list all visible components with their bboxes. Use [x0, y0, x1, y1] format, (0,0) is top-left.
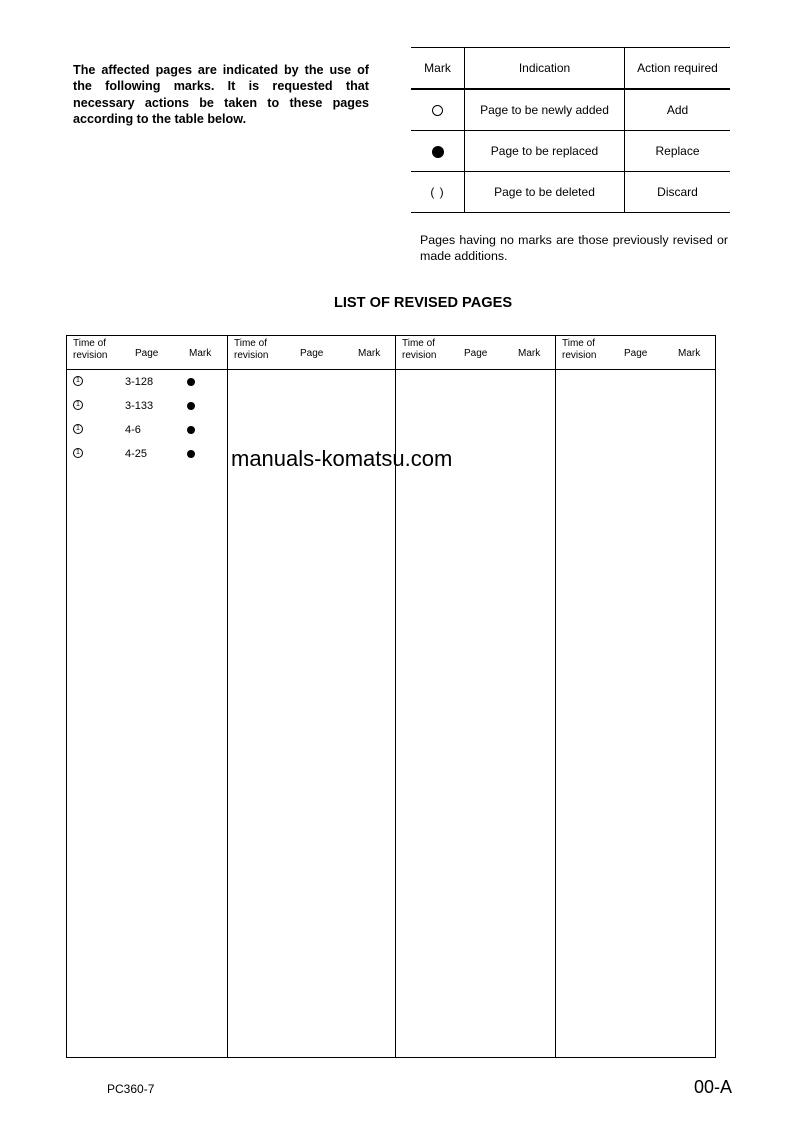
header-page: Page	[624, 348, 648, 359]
page-number: 4-25	[125, 448, 148, 460]
mark-cell	[411, 172, 465, 213]
indication-cell: Page to be replaced	[465, 131, 625, 172]
header-time-line2: revision	[562, 350, 597, 361]
mark-cell	[411, 131, 465, 172]
header-action: Action required	[625, 48, 731, 90]
header-mark: Mark	[518, 348, 541, 359]
note-paragraph: Pages having no marks are those previously revised or made additions.	[420, 233, 728, 263]
revised-column-3	[395, 336, 556, 1057]
footer-page-number: 00-A	[693, 1077, 732, 1097]
revision-number-circled: 1	[73, 400, 83, 410]
header-mark: Mark	[424, 61, 451, 75]
filled-circle-icon	[187, 450, 195, 458]
revised-column-2	[227, 336, 396, 1057]
filled-circle-icon	[432, 146, 444, 158]
intro-paragraph: The affected pages are indicated by the use of the following marks. It is requested that necessary actions be taken to these pages according to the table below.	[73, 63, 369, 126]
action-cell: Discard	[625, 172, 731, 213]
revised-pages-table	[66, 335, 716, 1058]
list-title: LIST OF REVISED PAGES	[333, 295, 513, 311]
mark-row-discard	[411, 172, 730, 213]
parentheses-mark: ( )	[430, 185, 445, 199]
action-cell: Add	[625, 89, 731, 131]
page-number: 4-6	[125, 424, 141, 436]
header-time-line1: Time of	[402, 338, 435, 349]
header-time-line2: revision	[234, 350, 269, 361]
watermark-text: manuals-komatsu.com	[231, 446, 453, 471]
page-number: 3-133	[125, 400, 154, 412]
header-indication: Indication	[465, 48, 625, 90]
page-number: 3-128	[125, 376, 154, 388]
header-mark: Mark	[678, 348, 701, 359]
table-row	[67, 373, 227, 393]
revised-column-1	[67, 336, 227, 1057]
revised-header	[67, 336, 227, 370]
revision-number-circled: 1	[73, 424, 83, 434]
header-page: Page	[135, 348, 159, 359]
header-mark: Mark	[189, 348, 212, 359]
revised-header	[396, 336, 556, 370]
header-time-of-revision	[234, 338, 278, 362]
filled-circle-icon	[187, 426, 195, 434]
table-row	[67, 397, 227, 417]
indication-cell: Page to be deleted	[465, 172, 625, 213]
header-time-line1: Time of	[73, 338, 106, 349]
header-time-of-revision	[73, 338, 117, 362]
header-time-line2: revision	[73, 350, 108, 361]
revision-number-circled: 1	[73, 376, 83, 386]
header-time-line1: Time of	[234, 338, 267, 349]
open-circle-icon	[432, 105, 443, 116]
header-time-line2: revision	[402, 350, 437, 361]
revised-header	[228, 336, 396, 370]
table-row	[67, 421, 227, 441]
indication-cell: Page to be newly added	[465, 89, 625, 131]
table-row	[67, 445, 227, 465]
header-time-line1: Time of	[562, 338, 595, 349]
header-mark: Mark	[358, 348, 381, 359]
filled-circle-icon	[187, 402, 195, 410]
mark-row-add	[411, 89, 730, 131]
header-page: Page	[300, 348, 324, 359]
mark-table-header	[411, 48, 730, 90]
revised-column-4	[555, 336, 716, 1057]
mark-cell	[411, 89, 465, 131]
footer-model: PC360-7	[107, 1082, 155, 1096]
revised-header	[556, 336, 716, 370]
filled-circle-icon	[187, 378, 195, 386]
mark-legend-table	[411, 47, 730, 213]
action-cell: Replace	[625, 131, 731, 172]
header-time-of-revision	[562, 338, 606, 362]
header-time-of-revision	[402, 338, 446, 362]
revision-number-circled: 1	[73, 448, 83, 458]
mark-row-replace	[411, 131, 730, 172]
header-page: Page	[464, 348, 488, 359]
